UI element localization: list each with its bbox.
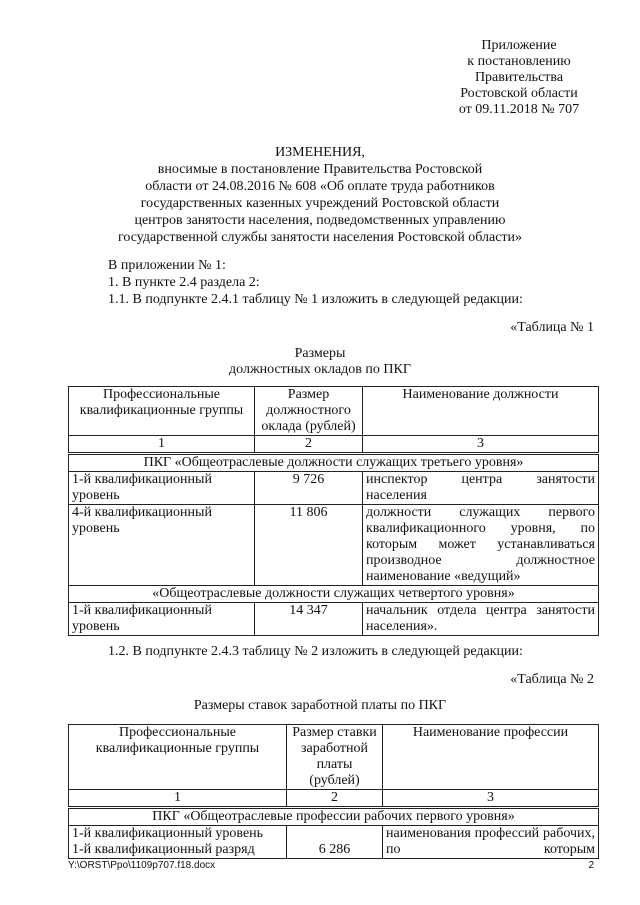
header-cell: Наименование профессии bbox=[383, 725, 599, 790]
cell-line: 1-й квалификационный уровень bbox=[72, 826, 264, 841]
table-row bbox=[69, 826, 599, 859]
appendix-line: от 09.11.2018 № 707 bbox=[458, 102, 580, 117]
paragraph: 1. В пункте 2.4 раздела 2: bbox=[108, 275, 260, 290]
group-row bbox=[69, 586, 599, 603]
cell-value: 9 726 bbox=[255, 472, 363, 505]
group-heading: ПКГ «Общеотраслевые профессии рабочих первого уровня» bbox=[69, 808, 599, 826]
column-number: 1 bbox=[69, 436, 255, 454]
cell-position: начальник отдела центра занятости населения». bbox=[363, 603, 599, 636]
table1-caption: Размеры bbox=[294, 346, 346, 361]
group-heading: ПКГ «Общеотраслевые должности служащих третьего уровня» bbox=[69, 454, 599, 472]
group-row bbox=[69, 808, 599, 826]
table-1 bbox=[68, 386, 599, 636]
cell-value: 6 286 bbox=[287, 826, 383, 859]
header-cell: Размер должностного оклада (рублей) bbox=[255, 387, 363, 436]
column-number-row bbox=[69, 436, 599, 454]
table-row bbox=[69, 505, 599, 586]
header-cell: Размер ставки заработной платы (рублей) bbox=[287, 725, 383, 790]
cell-value: 11 806 bbox=[255, 505, 363, 586]
heading-line: государственных казенных учреждений Ростовской области bbox=[140, 196, 500, 211]
heading-line: вносимые в постановление Правительства Ростовской bbox=[157, 162, 483, 177]
file-path: Y:\ORST\Ppo\1109p707.f18.docx bbox=[68, 860, 216, 871]
cell-line: 1-й квалификационный разряд bbox=[72, 842, 255, 857]
table1-label: «Таблица № 1 bbox=[510, 320, 594, 335]
appendix-line: Правительства bbox=[474, 70, 564, 85]
table2-caption: Размеры ставок заработной платы по ПКГ bbox=[193, 698, 447, 713]
column-number: 3 bbox=[383, 790, 599, 808]
table-2 bbox=[68, 724, 599, 859]
document-title: ИЗМЕНЕНИЯ, bbox=[275, 145, 365, 160]
appendix-line: к постановлению bbox=[467, 54, 571, 69]
column-number: 2 bbox=[255, 436, 363, 454]
cell-group: 1-й квалификационный уровень bbox=[69, 472, 255, 505]
heading-line: центров занятости населения, подведомственных управлению bbox=[134, 213, 506, 228]
group-row bbox=[69, 454, 599, 472]
table-row bbox=[69, 472, 599, 505]
header-cell: Наименование должности bbox=[363, 387, 599, 436]
cell-value: 14 347 bbox=[255, 603, 363, 636]
table2-label: «Таблица № 2 bbox=[510, 672, 594, 687]
cell-group: 4-й квалификационный уровень bbox=[69, 505, 255, 586]
paragraph: 1.1. В подпункте 2.4.1 таблицу № 1 изложить в следующей редакции: bbox=[108, 292, 523, 307]
table-row bbox=[69, 603, 599, 636]
column-number: 3 bbox=[363, 436, 599, 454]
heading-line: государственной службы занятости населения Ростовской области» bbox=[117, 230, 523, 245]
column-number-row bbox=[69, 790, 599, 808]
header-cell: Профессиональные квалификационные группы bbox=[69, 387, 255, 436]
paragraph: 1.2. В подпункте 2.4.3 таблицу № 2 изложить в следующей редакции: bbox=[108, 644, 523, 659]
appendix-block bbox=[444, 38, 594, 118]
cell-group: 1-й квалификационный уровень bbox=[69, 603, 255, 636]
paragraph: В приложении № 1: bbox=[108, 258, 226, 273]
column-number: 2 bbox=[287, 790, 383, 808]
cell-profession: наименования профессий рабочих, по которым bbox=[383, 826, 599, 859]
header-cell: Профессиональные квалификационные группы bbox=[69, 725, 287, 790]
heading-line: области от 24.08.2016 № 608 «Об оплате труда работников bbox=[145, 179, 495, 194]
table1-caption: должностных окладов по ПКГ bbox=[229, 362, 411, 377]
column-number: 1 bbox=[69, 790, 287, 808]
appendix-line: Приложение bbox=[481, 38, 557, 53]
table-header-row bbox=[69, 725, 599, 790]
cell-group bbox=[69, 826, 287, 859]
cell-position: должности служащих первого квалификационного уровня, по которым может устанавливаться производное должностное наименование «ведущий» bbox=[363, 505, 599, 586]
table-header-row bbox=[69, 387, 599, 436]
page-number: 2 bbox=[588, 860, 594, 871]
cell-position: инспектор центра занятости населения bbox=[363, 472, 599, 505]
group-heading: «Общеотраслевые должности служащих четвертого уровня» bbox=[69, 586, 599, 603]
appendix-line: Ростовской области bbox=[460, 86, 578, 101]
